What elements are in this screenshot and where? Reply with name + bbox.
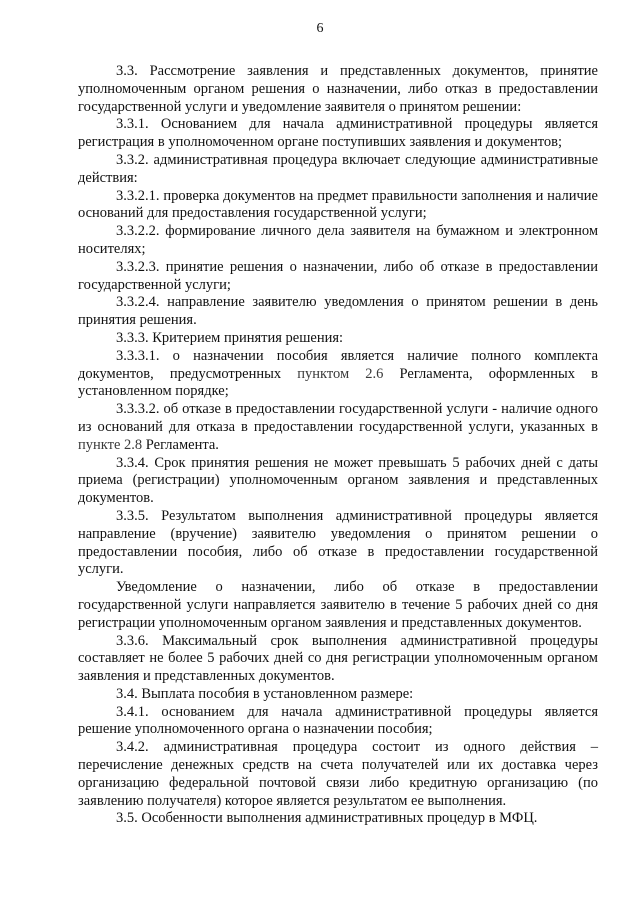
paragraph-3-3-3-1	[78, 348, 598, 401]
paragraph-3-3-5: 3.3.5. Результатом выполнения административной процедуры является направление (вручение) заявителю уведомления о принятом решении о предоставлении пособия, либо об отказе в предоставлении государственной услуги.	[78, 507, 598, 578]
paragraph-text: Регламента.	[142, 436, 219, 453]
page-number: 6	[316, 21, 324, 36]
paragraph-notification: Уведомление о назначении, либо об отказе в предоставлении государственной услуги направляется заявителю в течение 5 рабочих дней со дня регистрации уполномоченным органом заявления и представленных документов.	[78, 579, 598, 631]
paragraph-3-4-1: 3.4.1. основанием для начала административной процедуры является решение уполномоченного органа о назначении пособия;	[78, 703, 598, 738]
paragraph-3-3-2-3: 3.3.2.3. принятие решения о назначении, либо об отказе в предоставлении государственной услуги;	[78, 258, 598, 293]
paragraph-3-5: 3.5. Особенности выполнения административных процедур в МФЦ.	[116, 810, 538, 827]
paragraph-text: 3.3.3.2. об отказе в предоставлении государственной услуги - наличие одного из оснований для отказа в предоставлении государственной услуги, указанных в	[78, 401, 598, 435]
paragraph-3-3: 3.3. Рассмотрение заявления и представленных документов, принятие уполномоченным органом решения о назначении, либо отказ в предоставлении государственной услуги и уведомление заявителя о принятом решении:	[78, 63, 598, 115]
paragraph-3-3-2: 3.3.2. административная процедура включает следующие административные действия:	[78, 151, 598, 186]
paragraph-3-3-1: 3.3.1. Основанием для начала административной процедуры является регистрация в уполномоченном органе поступивших заявления и документов;	[78, 116, 598, 151]
paragraph-3-3-2-1: 3.3.2.1. проверка документов на предмет правильности заполнения и наличие оснований для предоставления государственной услуги;	[78, 187, 598, 222]
paragraph-3-3-2-2: 3.3.2.2. формирование личного дела заявителя на бумажном и электронном носителях;	[78, 223, 598, 257]
paragraph-3-3-2-4: 3.3.2.4. направление заявителю уведомления о принятом решении в день принятия решения.	[78, 294, 598, 329]
regulation-item-link[interactable]: пункте 2.8	[78, 436, 143, 453]
paragraph-3-3-6: 3.3.6. Максимальный срок выполнения административной процедуры составляет не более 5 рабочих дней со дня регистрации уполномоченным органом заявления и представленных документов.	[78, 632, 598, 685]
paragraph-3-4-2: 3.4.2. административная процедура состоит из одного действия – перечисление денежных средств на счета получателей или их доставка через организацию федеральной почтовой связи либо кредитную организацию (по заявлению получателя) которое является результатом ее выполнения.	[78, 739, 598, 809]
document-body	[78, 63, 598, 828]
paragraph-text: Регламента, оформленных в установленном порядке;	[78, 365, 598, 400]
paragraph-3-4: 3.4. Выплата пособия в установленном размере:	[116, 685, 414, 702]
paragraph-3-3-3-2	[78, 401, 598, 454]
paragraph-3-3-4: 3.3.4. Срок принятия решения не может превышать 5 рабочих дней с даты приема (регистрации) уполномоченным органом заявления и представленных документов.	[78, 454, 598, 507]
paragraph-3-3-3: 3.3.3. Критерием принятия решения:	[116, 329, 344, 346]
regulation-item-link[interactable]: пунктом 2.6	[297, 365, 384, 382]
paragraph-text: 3.3.3.1. о назначении пособия является наличие полного комплекта документов, предусмотренных	[78, 347, 598, 382]
